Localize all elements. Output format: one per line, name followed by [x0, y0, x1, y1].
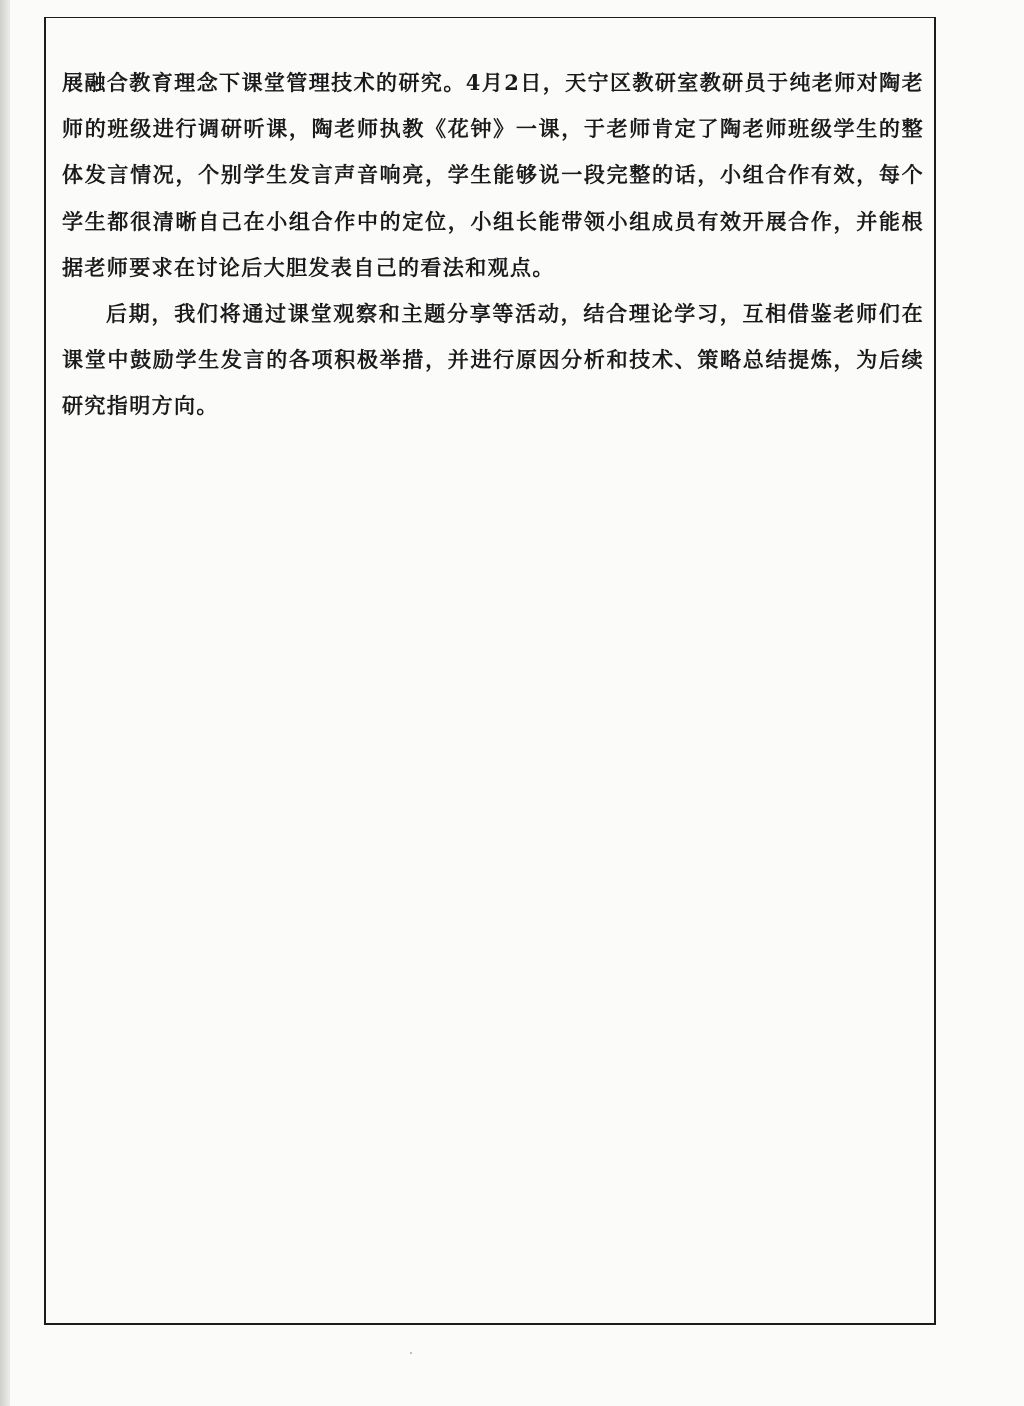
scan-speck — [410, 1352, 412, 1354]
paragraph-2: 后期，我们将通过课堂观察和主题分享等活动，结合理论学习，互相借鉴老师们在课堂中鼓励学生发言的各项积极举措，并进行原因分析和技术、策略总结提炼，为后续研究指明方向。 — [62, 301, 924, 419]
document-body — [62, 60, 924, 430]
page-edge-shadow — [0, 0, 10, 1406]
paragraph-1: 展融合教育理念下课堂管理技术的研究。4月2日，天宁区教研室教研员于纯老师对陶老师的班级进行调研听课，陶老师执教《花钟》一课，于老师肯定了陶老师班级学生的整体发言情况，个别学生发言声音响亮，学生能够说一段完整的话，小组合作有效，每个学生都很清晰自己在小组合作中的定位，小组长能带领小组成员有效开展合作，并能根据老师要求在讨论后大胆发表自己的看法和观点。 — [62, 70, 924, 280]
